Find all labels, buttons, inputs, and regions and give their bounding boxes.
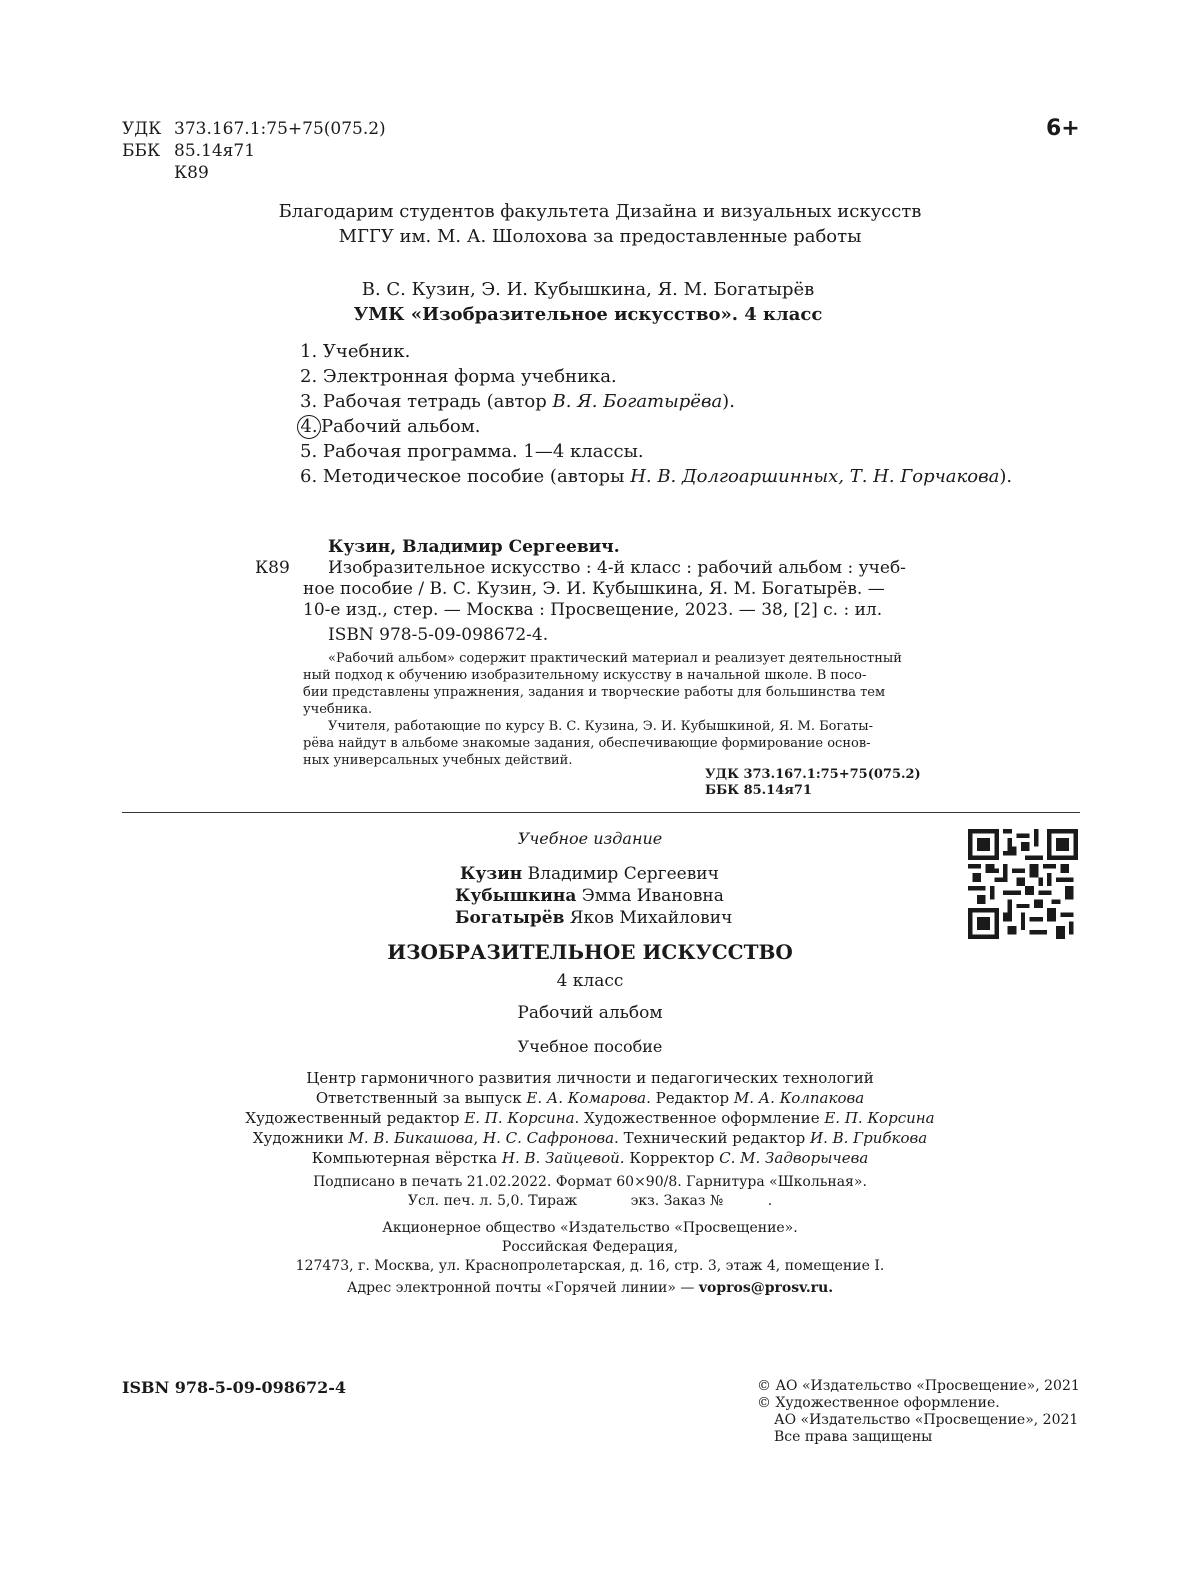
edition-type: Учебное издание xyxy=(517,829,663,848)
book-kind: Учебное пособие xyxy=(517,1037,663,1056)
bib-isbn: ISBN 978-5-09-098672-4. xyxy=(328,625,549,645)
list-item: 1. Учебник. xyxy=(300,341,411,362)
udk-label: УДК xyxy=(122,119,162,139)
center-line: Центр гармоничного развития личности и педагогических технологий xyxy=(306,1069,874,1087)
bib-udk: УДК 373.167.1:75+75(075.2) xyxy=(705,767,921,782)
udk-value: 373.167.1:75+75(075.2) xyxy=(174,119,386,139)
umk-list xyxy=(300,339,1012,489)
staff-line: Компьютерная вёрстка Н. В. Зайцевой. Корректор С. М. Задворычева xyxy=(311,1149,869,1167)
bib-line-2: ное пособие / В. С. Кузин, Э. И. Кубышкина, Я. М. Богатырёв. — xyxy=(303,579,885,599)
circled-number: 4. xyxy=(297,415,321,439)
list-item: 3. Рабочая тетрадь (автор В. Я. Богатырёва). xyxy=(300,391,735,412)
book-title: ИЗОБРАЗИТЕЛЬНОЕ ИСКУССТВО xyxy=(387,940,793,964)
thanks-line-2: МГГУ им. М. А. Шолохова за предоставленные работы xyxy=(338,226,862,247)
imprint-authors xyxy=(455,863,732,929)
email-line: Адрес электронной почты «Горячей линии» — vopros@prosv.ru. xyxy=(346,1280,834,1296)
bbk-value: 85.14я71 xyxy=(174,141,256,161)
publisher-info: Акционерное общество «Издательство «Просвещение». Российская Федерация, 127473, г. Москва, ул. Краснопролетарская, д. 16, стр. 3, этаж 4, помещение I. xyxy=(295,1220,885,1274)
list-item: 2. Электронная форма учебника. xyxy=(300,366,617,387)
bib-annotation: «Рабочий альбом» содержит практический материал и реализует деятельностный ный подход к обучению изобразительному искусству в начальной школе. В посо- бии представлены упражнения, задания и творческие работы для большинства тем учебника. Учителя, работающие по курсу В. С. Кузина, Э. И. Кубышкиной, Я. М. Богаты- рёва найдут в альбоме знакомые задания, обеспечивающие формирование основ- ных универсальных учебных действий. xyxy=(303,651,902,768)
authors-line: В. С. Кузин, Э. И. Кубышкина, Я. М. Богатырёв xyxy=(361,279,815,300)
divider xyxy=(122,812,1080,813)
imprint-author: Богатырёв Яков Михайлович xyxy=(455,908,733,928)
bib-author: Кузин, Владимир Сергеевич. xyxy=(328,537,620,557)
staff-line: Художественный редактор Е. П. Корсина. Художественное оформление Е. П. Корсина xyxy=(245,1109,935,1127)
list-item: 5. Рабочая программа. 1—4 классы. xyxy=(300,441,644,462)
bbk-label: ББК xyxy=(122,141,161,161)
author-code: К89 xyxy=(174,163,209,183)
imprint-author: Кубышкина Эмма Ивановна xyxy=(455,886,724,906)
umk-line: УМК «Изобразительное искусство». 4 класс xyxy=(353,304,823,325)
thanks-line-1: Благодарим студентов факультета Дизайна и визуальных искусств xyxy=(278,201,922,222)
copyright: © АО «Издательство «Просвещение», 2021 © Художественное оформление. АО «Издательство «Просвещение», 2021 Все права защищены xyxy=(757,1378,1080,1445)
book-grade: 4 класс xyxy=(556,971,624,991)
imprint-author: Кузин Владимир Сергеевич xyxy=(460,864,719,884)
list-item: 4. Рабочий альбом. xyxy=(300,414,1012,439)
bib-line-1: Изобразительное искусство : 4-й класс : рабочий альбом : учеб- xyxy=(328,558,906,578)
staff-line: Ответственный за выпуск Е. А. Комарова. Редактор М. А. Колпакова xyxy=(315,1089,865,1107)
qr-code xyxy=(968,828,1078,940)
bbk-line xyxy=(122,140,255,162)
book-subtitle: Рабочий альбом xyxy=(517,1003,663,1023)
footer-isbn: ISBN 978-5-09-098672-4 xyxy=(122,1378,347,1397)
staff-line: Художники М. В. Бикашова, Н. С. Сафронова. Технический редактор И. В. Грибкова xyxy=(252,1129,928,1147)
udk-line xyxy=(122,118,386,140)
bib-bbk: ББК 85.14я71 xyxy=(705,783,812,798)
staff-list xyxy=(120,1088,1060,1168)
bib-line-3: 10-е изд., стер. — Москва : Просвещение, 2023. — 38, [2] с. : ил. xyxy=(303,600,883,620)
print-info: Подписано в печать 21.02.2022. Формат 60×90/8. Гарнитура «Школьная». Усл. печ. л. 5,0. Тираж экз. Заказ № . xyxy=(313,1174,867,1209)
email-address: vopros@prosv.ru. xyxy=(698,1280,834,1296)
list-item: 6. Методическое пособие (авторы Н. В. Долгоаршинных, Т. Н. Горчакова). xyxy=(300,466,1013,487)
age-rating: 6+ xyxy=(1046,116,1080,141)
bib-code: К89 xyxy=(255,558,290,578)
